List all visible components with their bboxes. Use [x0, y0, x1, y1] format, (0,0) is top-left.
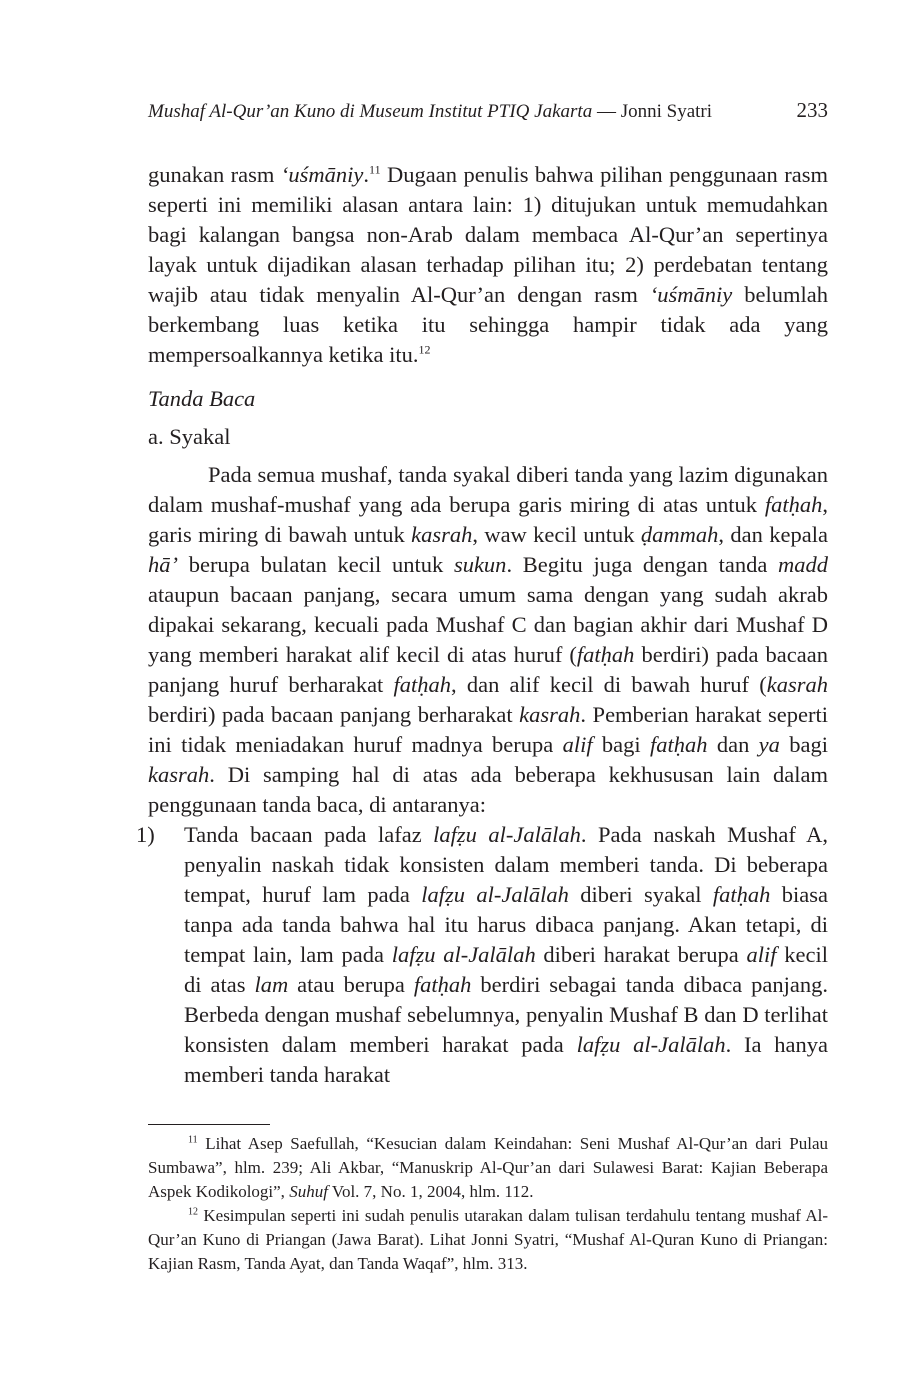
- header-author: Jonni Syatri: [620, 101, 713, 122]
- header-separator: —: [592, 101, 621, 122]
- footnote-11: $^{11}$ Lihat Asep Saefullah, “Kesucian dalam Keindahan: Seni Mushaf Al-Qur’an dari Pulau Sumbawa”, hlm. 239; Ali Akbar, “Manuskrip Al-Qur’an dari Sulawesi Barat: Kajian Beberapa Aspek Kodikologi”, Suhuf Vol. 7, No. 1, 2004, hlm. 112.: [148, 1134, 828, 1201]
- section-title: Tanda Baca: [148, 386, 256, 411]
- paragraph-2: Pada semua mushaf, tanda syakal diberi tanda yang lazim digunakan dalam mushaf-mushaf yang ada berupa garis miring di atas untuk fatḥah, garis miring di bawah untuk kasrah, waw kecil untuk ḍammah, dan kepala hā’ berupa bulatan kecil untuk sukun. Begitu juga dengan tanda madd ataupun bacaan panjang, secara umum sama dengan yang sudah akrab dipakai sekarang, kecuali pada Mushaf C dan bagian akhir dari Mushaf D yang memberi harakat alif kecil di atas huruf (fatḥah berdiri) pada bacaan panjang huruf berharakat fatḥah, dan alif kecil di bawah huruf (kasrah berdiri) pada bacaan panjang berharakat kasrah. Pemberian harakat seperti ini tidak meniadakan huruf madnya berupa alif bagi fatḥah dan ya bagi kasrah. Di samping hal di atas ada beberapa kekhususan lain dalam penggunaan tanda baca, di antaranya:: [148, 462, 829, 817]
- list-item: [136, 820, 828, 1090]
- page-number: 233: [796, 98, 828, 122]
- running-header: [148, 98, 828, 123]
- footnote-12: $^{12}$ Kesimpulan seperti ini sudah penulis utarakan dalam tulisan terdahulu tentang mushaf Al-Qur’an Kuno di Priangan (Jawa Barat). Lihat Jonni Syatri, “Mushaf Al-Quran Kuno di Priangan: Kajian Rasm, Tanda Ayat, dan Tanda Waqaf”, hlm. 313.: [148, 1206, 828, 1273]
- list-item-text: Tanda bacaan pada lafaz lafẓu al-Jalālah. Pada naskah Mushaf A, penyalin naskah tidak konsisten dalam memberi tanda. Di beberapa tempat, huruf lam pada lafẓu al-Jalālah diberi syakal fatḥah biasa tanpa ada tanda bahwa hal itu harus dibaca panjang. Akan tetapi, di tempat lain, lam pada lafẓu al-Jalālah diberi harakat berupa alif kecil di atas lam atau berupa fatḥah berdiri sebagai tanda dibaca panjang. Berbeda dengan mushaf sebelumnya, penyalin Mushaf B dan D terlihat konsisten dalam memberi harakat pada lafẓu al-Jalālah. Ia hanya memberi tanda harakat: [184, 822, 829, 1087]
- paragraph-1: gunakan rasm ‘uśmāniy.$^{11}$ Dugaan penulis bahwa pilihan penggunaan rasm seperti ini memiliki alasan antara lain: 1) ditujukan untuk memudahkan bagi kalangan bangsa non-Arab dalam membaca Al-Qur’an sepertinya layak untuk dijadikan alasan terhadap pilihan itu; 2) perdebatan tentang wajib atau tidak menyalin Al-Qur’an dengan rasm ‘uśmāniy belumlah berkembang luas ketika itu sehingga hampir tidak ada yang mempersoalkannya ketika itu.$^{12}$: [148, 162, 828, 367]
- footnote-divider: [148, 1124, 270, 1125]
- header-title-author: [148, 101, 712, 123]
- footnotes: [148, 1132, 828, 1276]
- footnote-ref-11: 11: [369, 162, 381, 177]
- subsection-title: a. Syakal: [148, 424, 231, 449]
- list-item-number: 1): [136, 822, 155, 847]
- running-title: Mushaf Al-Qur’an Kuno di Museum Institut PTIQ Jakarta: [148, 101, 593, 122]
- main-text: [136, 160, 829, 1090]
- footnote-ref-12: 12: [418, 342, 431, 357]
